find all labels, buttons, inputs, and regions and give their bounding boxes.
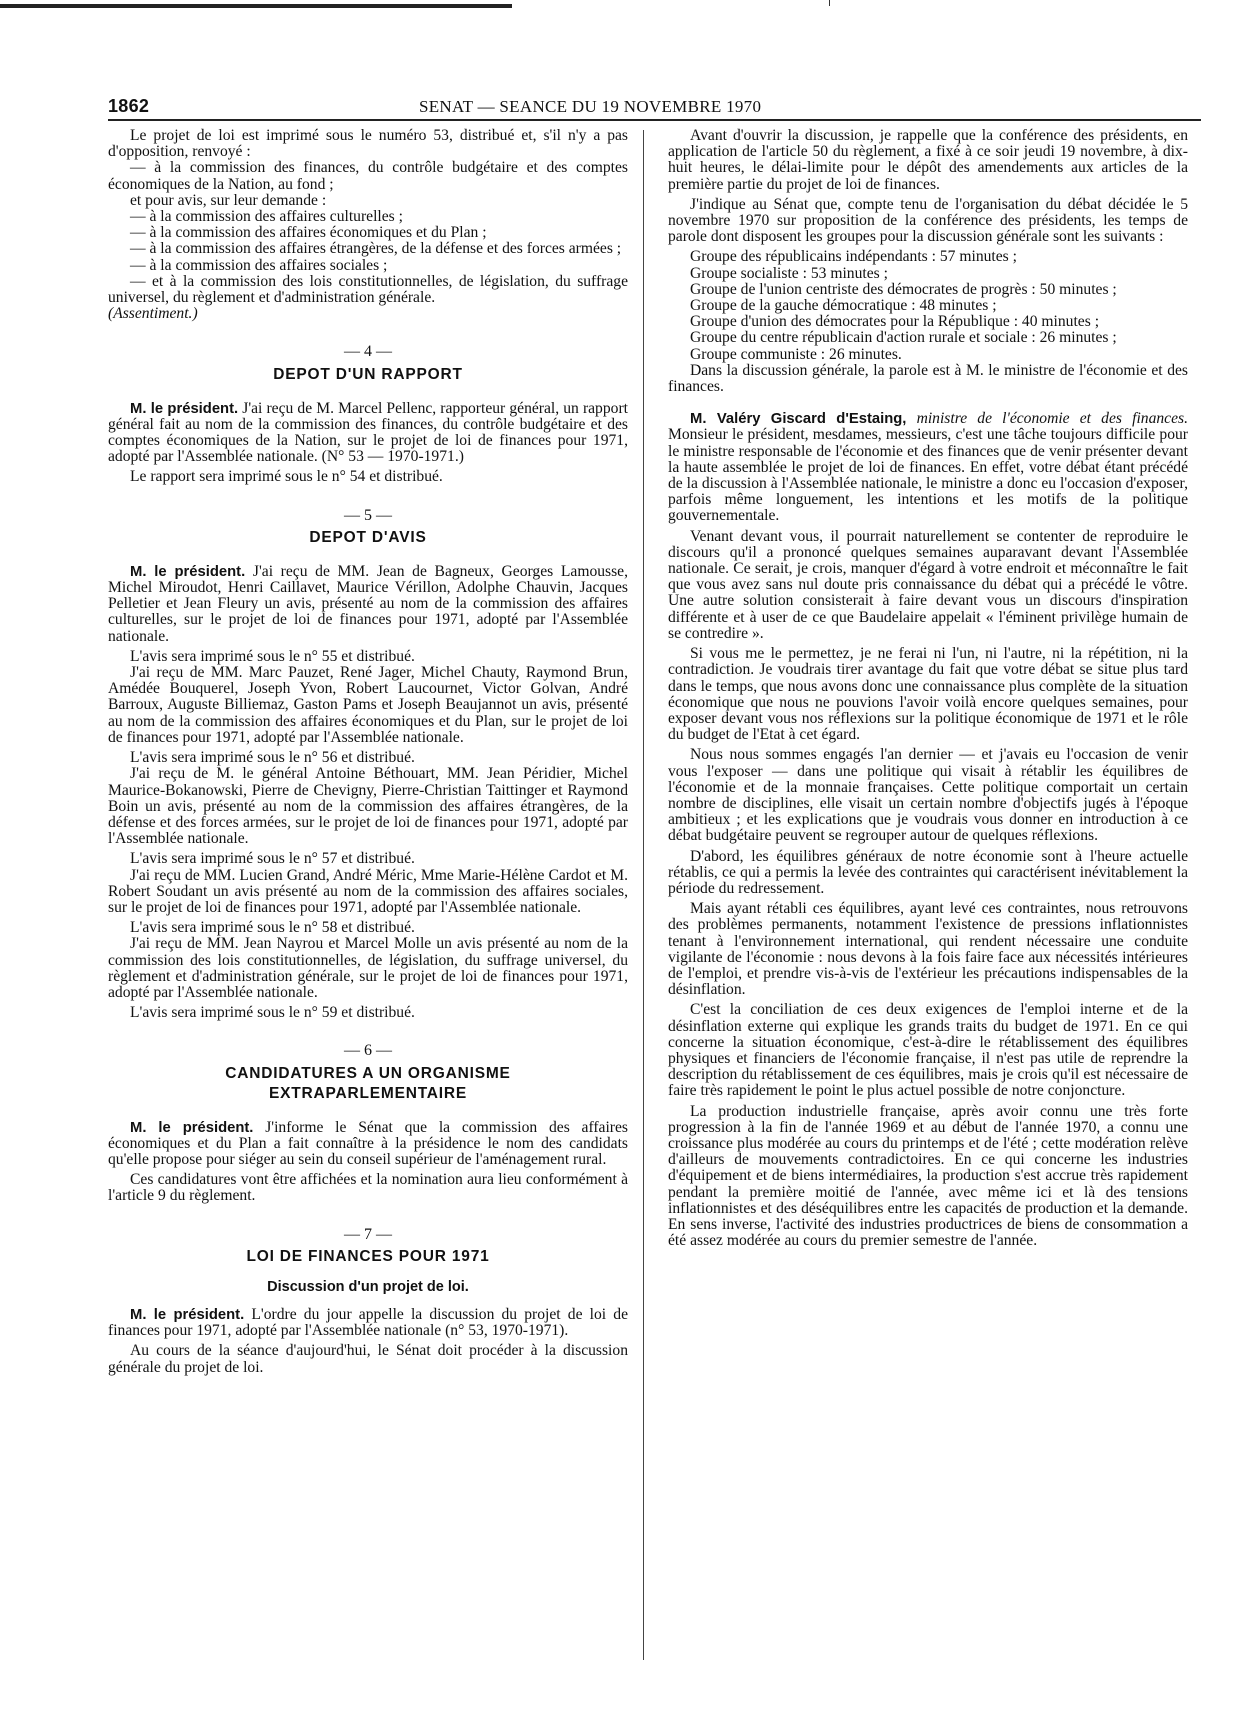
paragraph: L'avis sera imprimé sous le n° 57 et distribué. <box>130 850 415 868</box>
list-item: — à la commission des affaires culturelles ; <box>130 208 403 226</box>
paragraph: Mais ayant rétabli ces équilibres, ayant levé ces contraintes, nous retrouvons des problèmes permanents, notamment l'existence de pressions inflationnistes tenant à l'environnement international, qui rendent nécessaire une conduite vigilante de l'économie : nous devons à la fois faire face aux nécessités intérieures de l'emploi, et prendre vis-à-vis de l'extérieur les précautions indispensables de la désinflation. <box>668 900 1188 999</box>
speaker-name: M. le président. <box>130 1306 245 1323</box>
left-column <box>108 128 628 1376</box>
list-item: Groupe socialiste : 53 minutes ; <box>690 264 888 282</box>
paragraph: J'ai reçu de MM. Marc Pauzet, René Jager, Michel Chauty, Raymond Brun, Amédée Bouquerel, Joseph Yvon, Robert Laucournet, Victor Golvan, André Barroux, Auguste Billiemaz, Gaston Pams et Joseph Beaujannot un avis, présenté au nom de la commission des affaires économiques et du Plan, sur le projet de loi de finances pour 1971, adopté par l'Assemblée nationale. <box>108 664 628 746</box>
paragraph: J'ai reçu de MM. Lucien Grand, André Méric, Mme Marie-Hélène Cardot et M. Robert Soudant un avis présenté au nom de la commission des affaires sociales, sur le projet de loi de finances pour 1971, adopté par l'Assemblée nationale. <box>108 866 628 916</box>
list-item: — à la commission des finances, du contrôle budgétaire et des comptes économiques de la Nation, au fond ; <box>108 159 628 193</box>
section-number: — 7 — <box>344 1225 392 1243</box>
paragraph: J'indique au Sénat que, compte tenu de l'organisation du débat décidée le 5 novembre 1970 sur proposition de la conférence des présidents, les temps de parole dont disposent les groupes pour la discussion générale sont les suivants : <box>668 195 1188 246</box>
paragraph: L'avis sera imprimé sous le n° 59 et distribué. <box>130 1004 415 1022</box>
section-subtitle: Discussion d'un projet de loi. <box>267 1278 469 1295</box>
section-number: — 5 — <box>344 506 392 524</box>
top-edge-mark <box>829 0 830 6</box>
list-item: — et à la commission des lois constitutionnelles, de législation, du suffrage universel, du règlement et d'administration générale. <box>108 272 628 307</box>
header-rule <box>108 119 1201 121</box>
column-divider <box>643 130 644 1660</box>
paragraph: M. le président. J'informe le Sénat que la commission des affaires économiques et du Plan a fait connaître à la présidence le nom des candidats qu'elle propose pour siéger au sein du conseil supérieur de l'aménagement rural. <box>108 1118 628 1168</box>
top-border-rule <box>0 4 512 8</box>
paragraph: Dans la discussion générale, la parole est à M. le ministre de l'économie et des finances. <box>668 361 1188 396</box>
paragraph: Ces candidatures vont être affichées et la nomination aura lieu conformément à l'article 9 du règlement. <box>108 1171 628 1205</box>
paragraph: C'est la conciliation de ces deux exigences de l'emploi interne et de la désinflation externe qui explique les grands traits du budget de 1971. En ce qui concerne la situation économique, c'est-à-dire le rétablissement des équilibres physiques et financiers de l'économie française, il n'est pas utile de reprendre la description du rétablissement de ces équilibres, mais je crois qu'il est nécessaire de faire très rapidement le point le plus actuel possible de notre conjoncture. <box>668 1001 1188 1100</box>
list-item: Groupe de la gauche démocratique : 48 minutes ; <box>690 297 997 315</box>
assent-note: (Assentiment.) <box>108 305 198 323</box>
paragraph: Le rapport sera imprimé sous le n° 54 et distribué. <box>130 468 443 486</box>
list-item: — à la commission des affaires sociales ; <box>130 256 388 274</box>
paragraph: M. le président. L'ordre du jour appelle la discussion du projet de loi de finances pour 1971, adopté par l'Assemblée nationale (n° 53, 1970-1971). <box>108 1305 628 1340</box>
paragraph: Au cours de la séance d'aujourd'hui, le Sénat doit procéder à la discussion générale du projet de loi. <box>108 1342 628 1376</box>
page-number: 1862 <box>108 96 150 116</box>
list-item: Groupe d'union des démocrates pour la République : 40 minutes ; <box>690 313 1100 331</box>
paragraph: Si vous me le permettez, je ne ferai ni l'un, ni l'autre, ni la répétition, ni la contradiction. Je voudrais tirer avantage du fait que votre débat se situe plus tard dans le temps, que nous avons donc une connaissance plus complète de la situation économique que nous ne pouvions l'avoir voilà encore quelques semaines, pour exposer devant vous nos réflexions sur la politique économique de 1971 et le rôle du budget de l'Etat à cet égard. <box>668 645 1188 744</box>
list-item: Groupe de l'union centriste des démocrates de progrès : 50 minutes ; <box>690 280 1117 298</box>
page-header <box>108 96 1201 117</box>
section-title: CANDIDATURES A UN ORGANISME EXTRAPARLEMENTAIRE <box>225 1064 511 1102</box>
paragraph: J'ai reçu de MM. Jean Nayrou et Marcel Molle un avis présenté au nom de la commission des lois constitutionnelles, de législation, du suffrage universel, du règlement et d'administration générale, sur le projet de loi de finances pour 1971, adopté par l'Assemblée nationale. <box>108 935 628 1001</box>
paragraph: M. Valéry Giscard d'Estaing, ministre de l'économie et des finances. Monsieur le président, mesdames, messieurs, c'est une tâche toujours difficile pour le ministre responsable de l'économie et des finances que de venir présenter devant la haute assemblée le projet de loi de finances. En effet, votre débat étant précédé de la discussion à l'Assemblée nationale, le ministre a donc eu l'occasion d'exposer, parfois même longuement, les intentions et les motifs de la politique gouvernementale. <box>668 410 1188 525</box>
section-number: — 4 — <box>344 343 392 361</box>
section-title: LOI DE FINANCES POUR 1971 <box>246 1247 490 1265</box>
speaker-role: ministre de l'économie et des finances. <box>916 410 1188 428</box>
speaker-name: M. le président. <box>130 563 246 580</box>
list-item: — à la commission des affaires étrangères, de la défense et des forces armées ; <box>130 240 622 258</box>
paragraph: Venant devant vous, il pourrait naturellement se contenter de reproduire le discours qu'il a prononcé quelques semaines auparavant devant l'Assemblée nationale. Ce serait, je crois, manquer d'égard à votre endroit et méconnaître le fait que vous avez sans nul doute pris connaissance du débat qui a précédé le vôtre. Une autre solution consisterait à faire devant vous un discours d'inspiration différente et à user de ce que Baudelaire appelait « l'éminent privilège humain de se contredire ». <box>668 527 1188 642</box>
section-title: DEPOT D'UN RAPPORT <box>273 365 463 383</box>
paragraph: L'avis sera imprimé sous le n° 56 et distribué. <box>130 749 415 767</box>
paragraph: L'avis sera imprimé sous le n° 55 et distribué. <box>130 647 415 665</box>
paragraph: M. le président. J'ai reçu de M. Marcel Pellenc, rapporteur général, un rapport général fait au nom de la commission des finances, du contrôle budgétaire et des comptes économiques de la Nation, sur le projet de loi de finances pour 1971, adopté par l'Assemblée nationale. (N° 53 — 1970-1971.) <box>108 399 628 466</box>
paragraph: et pour avis, sur leur demande : <box>130 191 327 209</box>
paragraph: Le projet de loi est imprimé sous le numéro 53, distribué et, s'il n'y a pas d'opposition, renvoyé : <box>108 127 628 161</box>
section-number: — 6 — <box>344 1042 392 1060</box>
list-item: Groupe des républicains indépendants : 57 minutes ; <box>690 248 1017 266</box>
page-title: SENAT — SEANCE DU 19 NOVEMBRE 1970 <box>418 97 762 116</box>
paragraph: L'avis sera imprimé sous le n° 58 et distribué. <box>130 919 415 937</box>
section-title: DEPOT D'AVIS <box>309 528 427 546</box>
paragraph: D'abord, les équilibres généraux de notre économie sont à l'heure actuelle rétablis, ce qui a permis la levée des contraintes qui caractérisent inévitablement la période du redressement. <box>668 847 1188 897</box>
paragraph: M. le président. J'ai reçu de MM. Jean de Bagneux, Georges Lamousse, Michel Miroudot, Henri Caillavet, Maurice Vérillon, Adolphe Chauvin, Jacques Pelletier et Jean Fleury un avis, présenté au nom de la commission des affaires culturelles, sur le projet de loi de finances pour 1971, adopté par l'Assemblée nationale. <box>108 562 628 645</box>
list-item: Groupe du centre républicain d'action rurale et sociale : 26 minutes ; <box>690 329 1117 347</box>
paragraph: La production industrielle française, après avoir connu une très forte progression à la fin de l'année 1969 et au début de l'année 1970, a connu une croissance plus modérée au cours du printemps et de l'été ; cette modération relève d'ailleurs de mouvements contradictoires. En ce qui concerne les industries d'équipement et de biens intermédiaires, la production s'est accrue très rapidement pendant la première moitié de l'année, avec même ici et là des tensions inflationnistes et des déséquilibres entre les capacités de production et la demande. En sens inverse, l'activité des industries productrices de biens de consommation a été assez modérée au cours du premier semestre de l'année. <box>668 1102 1188 1250</box>
list-item: Groupe communiste : 26 minutes. <box>690 345 902 363</box>
paragraph: Nous nous sommes engagés l'an dernier — et j'avais eu l'occasion de venir vous l'exposer — dans une politique qui visait à rétablir les équilibres de l'économie et de la monnaie françaises. Cette politique comportait un certain nombre de disciplines, elle visait un certain nombre d'objectifs jugés à l'époque ambitieux ; et les explications que je voudrais vous donner en introduction à ce débat budgétaire peuvent se regrouper autour de quelques réflexions. <box>668 746 1188 845</box>
right-column <box>668 128 1188 1249</box>
list-item: — à la commission des affaires économiques et du Plan ; <box>130 224 487 242</box>
paragraph: Avant d'ouvrir la discussion, je rappelle que la conférence des présidents, en application de l'article 50 du règlement, a fixé à ce soir jeudi 19 novembre, à dix-huit heures, le délai-limite pour le dépôt des amendements aux articles de la première partie du projet de loi de finances. <box>668 127 1188 193</box>
speaker-name: M. le président. <box>130 400 239 417</box>
speaker-name: M. le président. <box>130 1119 254 1136</box>
speaker-name: M. Valéry Giscard d'Estaing, <box>690 411 907 428</box>
paragraph: J'ai reçu de M. le général Antoine Béthouart, MM. Jean Péridier, Michel Maurice-Bokanowski, Pierre de Chevigny, Pierre-Christian Taittinger et Raymond Boin un avis, présenté au nom de la commission des affaires étrangères, de la défense et des forces armées, sur le projet de loi de finances pour 1971, adopté par l'Assemblée nationale. <box>108 765 628 848</box>
